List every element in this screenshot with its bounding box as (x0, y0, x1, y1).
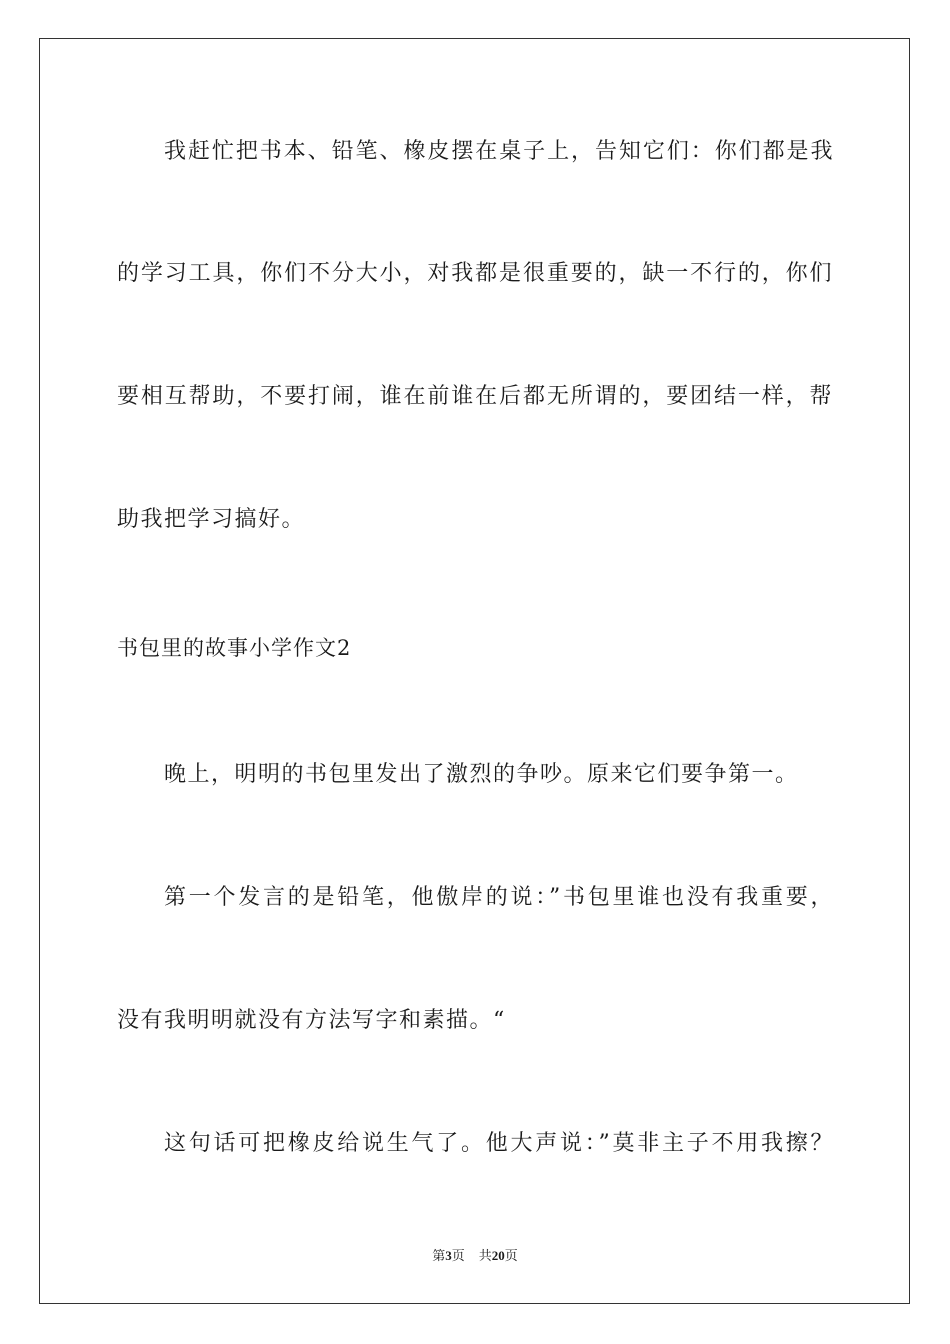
paragraph-line: 晚上，明明的书包里发出了激烈的争吵。原来它们要争第一。 (164, 762, 799, 787)
paragraph-line: 这句话可把橡皮给说生气了。他大声说：”莫非主子不用我擦？ (164, 1131, 834, 1156)
page-border (39, 38, 910, 1304)
page-prefix: 第 (432, 1249, 446, 1264)
page-suffix: 页 (451, 1249, 465, 1264)
page-footer (0, 1247, 950, 1266)
paragraph-line: 我赶忙把书本、铅笔、橡皮摆在桌子上，告知它们：你们都是我 (164, 139, 834, 164)
total-prefix: 共 (478, 1249, 492, 1264)
paragraph-line: 助我把学习搞好。 (117, 507, 306, 532)
section-heading: 书包里的故事小学作文2 (117, 636, 352, 660)
total-pages: 20 (491, 1248, 505, 1263)
page-number: 3 (445, 1248, 452, 1263)
paragraph-line: 要相互帮助，不要打闹，谁在前谁在后都无所谓的，要团结一样，帮 (117, 384, 833, 409)
paragraph-line: 的学习工具，你们不分大小，对我都是很重要的，缺一不行的，你们 (117, 261, 833, 286)
paragraph-line: 没有我明明就没有方法写字和素描。“ (117, 1008, 506, 1033)
total-suffix: 页 (504, 1249, 518, 1264)
paragraph-line: 第一个发言的是铅笔，他傲岸的说：”书包里谁也没有我重要， (164, 885, 834, 910)
